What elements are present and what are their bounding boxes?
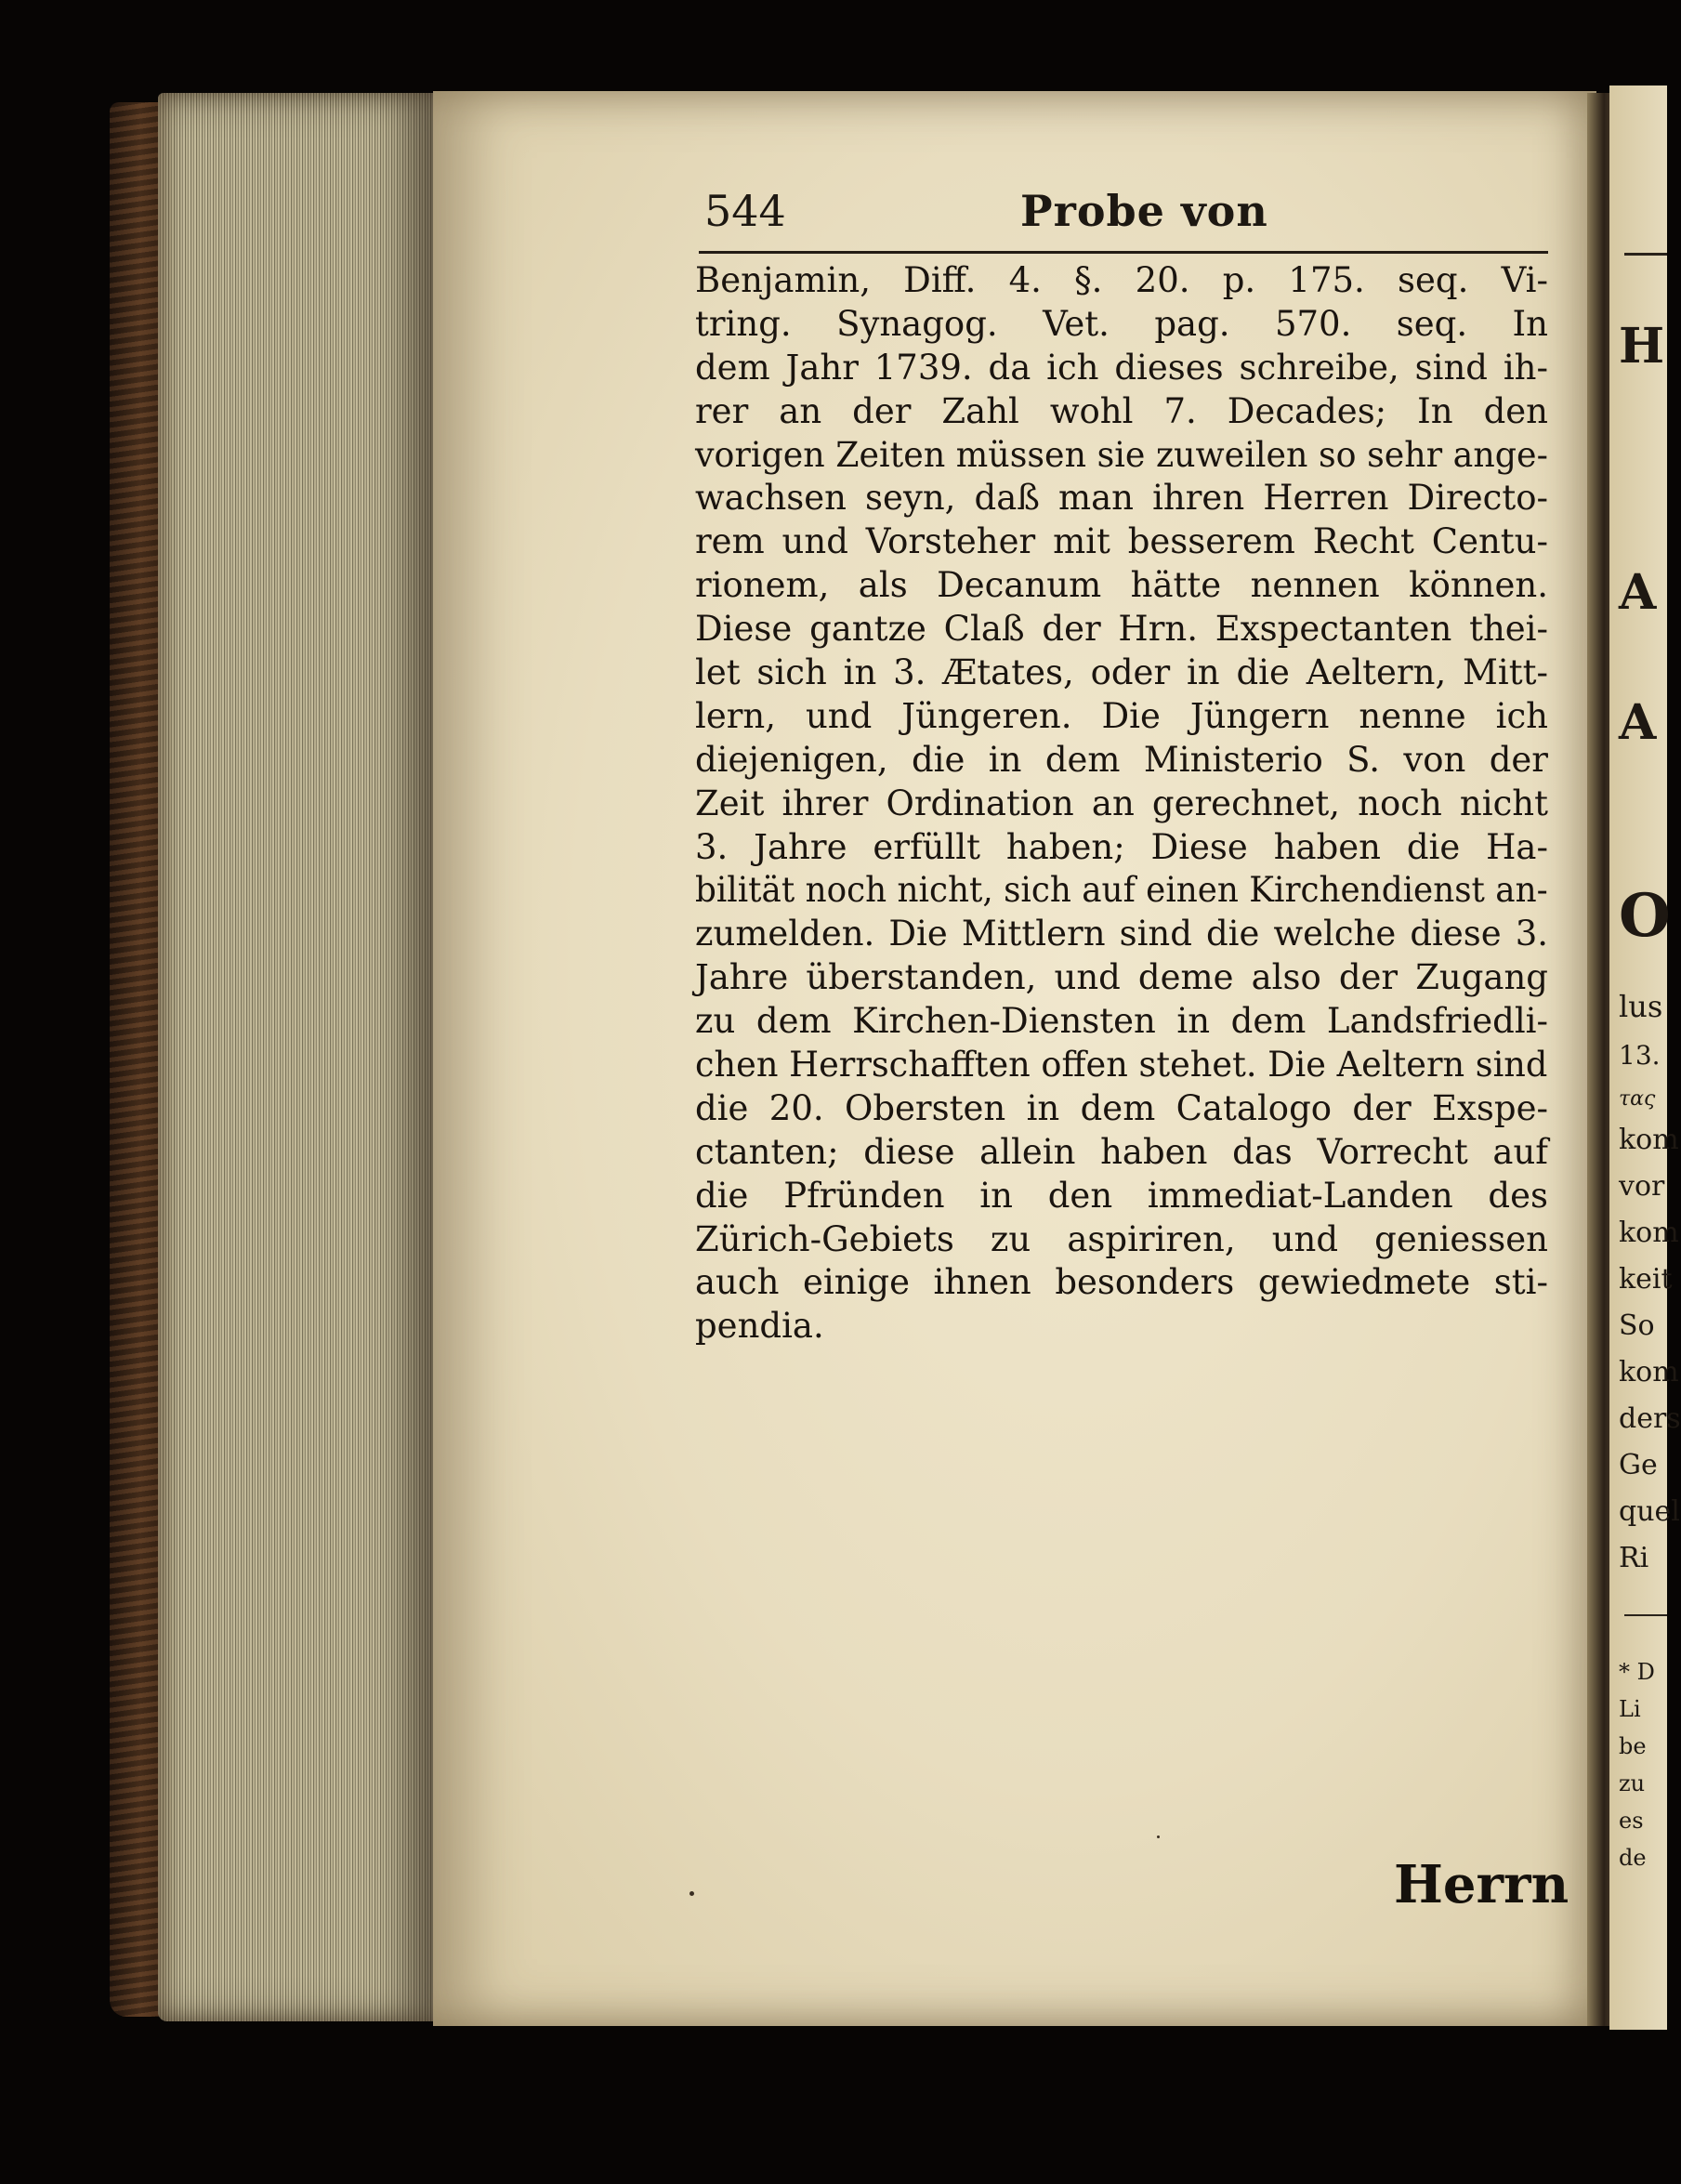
text-line: let sich in 3. Ætates, oder in die Aeltern, Mitt- <box>695 652 1548 693</box>
catchword: Herrn <box>1394 1854 1569 1915</box>
text-line: zu dem Kirchen-Diensten in dem Landsfriedli- <box>695 1001 1548 1042</box>
text-line: Zeit ihrer Ordination an gerechnet, noch nicht <box>695 783 1548 823</box>
text-line: rionem, als Decanum hätte nennen können. <box>695 565 1548 606</box>
text-line: dem Jahr 1739. da ich dieses schreibe, sind ih- <box>695 347 1548 388</box>
text-line: auch einige ihnen besonders gewiedmete sti- <box>695 1262 1548 1303</box>
facing-text-fragment: de <box>1619 1845 1647 1871</box>
facing-text-fragment: vor <box>1619 1170 1665 1203</box>
facing-text-fragment: O <box>1619 881 1671 951</box>
facing-text-fragment: So <box>1619 1309 1655 1342</box>
facing-text-fragment: H <box>1619 318 1665 375</box>
facing-text-fragment: * D <box>1619 1659 1655 1685</box>
facing-text-fragment: quel <box>1619 1495 1680 1528</box>
text-line: chen Herrschafften offen stehet. Die Aeltern sind <box>695 1045 1548 1085</box>
text-line: Jahre überstanden, und deme also der Zugang <box>695 957 1548 998</box>
facing-text-fragment: 13. <box>1619 1040 1661 1071</box>
text-line: pendia. <box>695 1306 824 1347</box>
facing-text-fragment: A <box>1619 694 1657 751</box>
facing-text-fragment: es <box>1619 1808 1644 1834</box>
running-head <box>704 186 1550 255</box>
text-line: Diese gantze Claß der Hrn. Exspectanten thei- <box>695 609 1548 650</box>
facing-text-fragment: lus <box>1619 989 1663 1024</box>
page-number: 544 <box>704 186 786 236</box>
facing-text-fragment: τας <box>1619 1087 1656 1111</box>
facing-text-fragment: be <box>1619 1733 1647 1759</box>
text-line: tring. Synagog. Vet. pag. 570. seq. In <box>695 303 1548 344</box>
text-line: zumelden. Die Mittlern sind die welche diese 3. <box>695 914 1548 954</box>
page-speck <box>1157 1835 1160 1838</box>
text-line: wachsen seyn, daß man ihren Herren Directo- <box>695 478 1548 519</box>
facing-text-fragment: zu <box>1619 1770 1646 1796</box>
text-line: 3. Jahre erfüllt haben; Diese haben die Ha- <box>695 826 1548 867</box>
facing-text-fragment: keit <box>1619 1263 1673 1296</box>
facing-text-fragment: kom <box>1619 1356 1679 1388</box>
page-edges <box>158 93 437 2021</box>
body-text <box>695 259 1548 1349</box>
text-line: ctanten; diese allein haben das Vorrecht auf <box>695 1131 1548 1172</box>
text-line: bilität noch nicht, sich auf einen Kirchendienst an- <box>695 870 1548 911</box>
facing-page <box>1609 86 1681 2030</box>
text-line: lern, und Jüngeren. Die Jüngern nenne ich <box>695 695 1548 736</box>
page-speck <box>689 1891 694 1896</box>
running-title: Probe von <box>1020 186 1268 236</box>
text-line: rer an der Zahl wohl 7. Decades; In den <box>695 390 1548 431</box>
text-line: die Pfründen in den immediat-Landen des <box>695 1175 1548 1216</box>
head-rule <box>699 251 1548 254</box>
facing-text-fragment: kom <box>1619 1217 1679 1249</box>
text-line: vorigen Zeiten müssen sie zuweilen so sehr ange- <box>695 434 1548 475</box>
text-line: Zürich-Gebiets zu aspiriren, und geniessen <box>695 1218 1548 1259</box>
text-line: diejenigen, die in dem Ministerio S. von der <box>695 739 1548 780</box>
text-line: die 20. Obersten in dem Catalogo der Exspe- <box>695 1087 1548 1128</box>
facing-text-fragment: kom <box>1619 1124 1679 1156</box>
facing-text-fragment: A <box>1619 564 1657 621</box>
facing-text-fragment: ders <box>1619 1402 1681 1435</box>
text-line: Benjamin, Diff. 4. §. 20. p. 175. seq. Vi- <box>695 260 1548 300</box>
facing-text-fragment: Ri <box>1619 1542 1649 1574</box>
facing-footnote-rule <box>1624 1614 1667 1616</box>
facing-text-fragment: Li <box>1619 1696 1641 1722</box>
facing-head-rule <box>1624 253 1667 256</box>
facing-text-fragment: Ge <box>1619 1449 1658 1481</box>
text-line: rem und Vorsteher mit besserem Recht Centu- <box>695 521 1548 562</box>
